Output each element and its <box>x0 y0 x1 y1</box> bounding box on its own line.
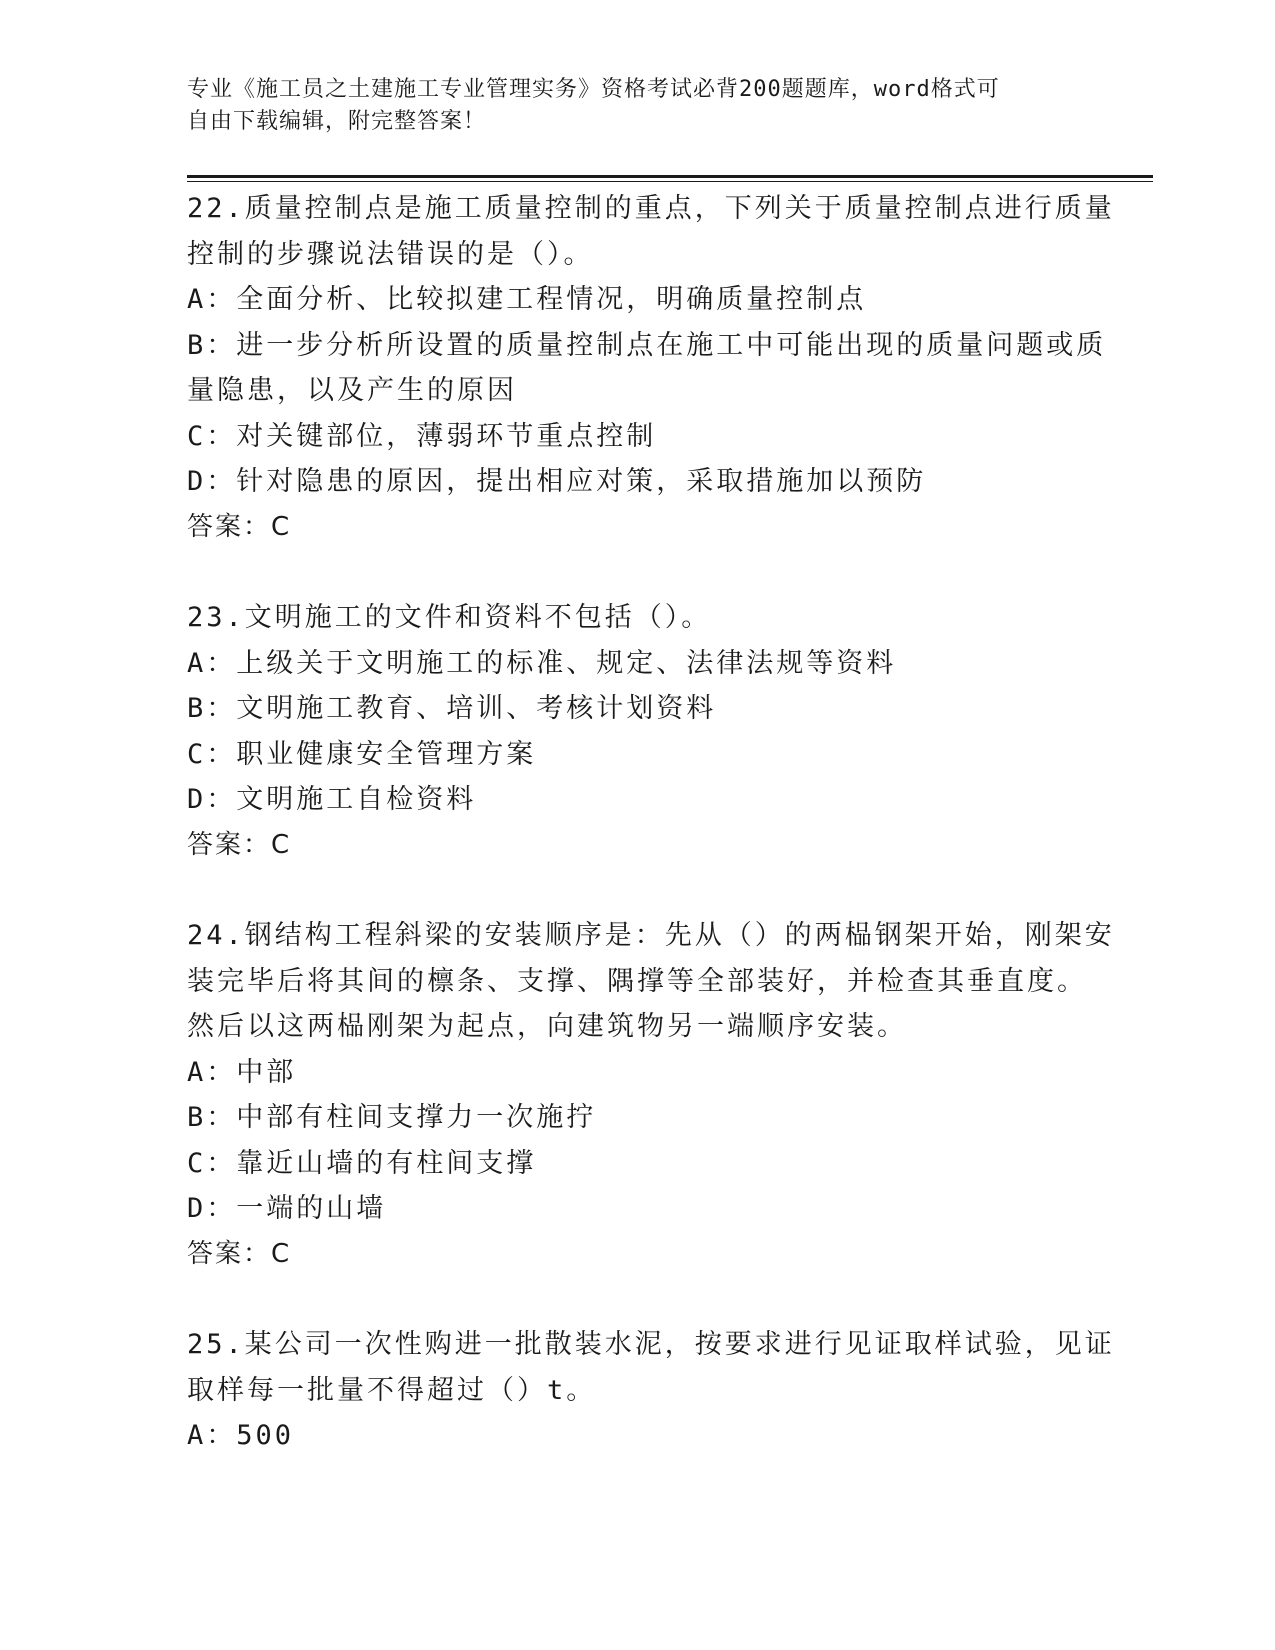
question-text-line: 装完毕后将其间的檩条、支撑、隅撑等全部装好，并检查其垂直度。 <box>187 965 1087 997</box>
option-a: A：500 <box>187 1420 295 1451</box>
question-23 <box>187 595 1087 868</box>
header-line-2: 自由下载编辑，附完整答案！ <box>187 109 487 134</box>
answer-label: 答案：C <box>187 1238 292 1269</box>
option-c: C：对关键部位，薄弱环节重点控制 <box>187 420 657 452</box>
option-b: B：进一步分析所设置的质量控制点在施工中可能出现的质量问题或质 <box>187 329 1107 361</box>
option-b: B：文明施工教育、培训、考核计划资料 <box>187 693 717 724</box>
question-list <box>187 186 1115 1459</box>
option-d: D：一端的山墙 <box>187 1193 387 1224</box>
question-22 <box>187 186 1115 550</box>
question-text-line: 22.质量控制点是施工质量控制的重点，下列关于质量控制点进行质量 <box>187 193 1115 224</box>
question-text-line: 然后以这两榀刚架为起点，向建筑物另一端顺序安装。 <box>187 1011 907 1042</box>
question-spacer <box>187 868 1087 913</box>
question-text-line: 24.钢结构工程斜梁的安装顺序是：先从（）的两榀钢架开始，刚架安 <box>187 920 1115 951</box>
question-24 <box>187 913 1115 1277</box>
question-text-line: 25.某公司一次性购进一批散装水泥，按要求进行见证取样试验，见证 <box>187 1329 1115 1360</box>
question-text-line: 取样每一批量不得超过（）t。 <box>187 1374 597 1406</box>
option-b: B：中部有柱间支撑力一次施拧 <box>187 1102 597 1133</box>
option-b-continued: 量隐患，以及产生的原因 <box>187 375 517 406</box>
option-c: C：职业健康安全管理方案 <box>187 738 537 770</box>
option-d: D：针对隐患的原因，提出相应对策，采取措施加以预防 <box>187 466 927 497</box>
option-c: C：靠近山墙的有柱间支撑 <box>187 1147 537 1179</box>
option-a: A：上级关于文明施工的标准、规定、法律法规等资料 <box>187 647 897 679</box>
header-line-1: 专业《施工员之土建施工专业管理实务》资格考试必背200题题库，word格式可 <box>187 77 1000 102</box>
question-text-line: 23.文明施工的文件和资料不包括（）。 <box>187 602 712 633</box>
option-d: D：文明施工自检资料 <box>187 784 477 815</box>
question-spacer <box>187 550 1087 595</box>
option-a: A：全面分析、比较拟建工程情况，明确质量控制点 <box>187 284 867 315</box>
header-divider-thick <box>187 175 1153 178</box>
document-header <box>187 74 1067 138</box>
header-divider-thin <box>187 181 1153 182</box>
answer-label: 答案：C <box>187 511 292 542</box>
question-25 <box>187 1322 1115 1459</box>
answer-label: 答案：C <box>187 829 292 860</box>
question-text-line: 控制的步骤说法错误的是（）。 <box>187 238 594 270</box>
option-a: A：中部 <box>187 1056 297 1088</box>
question-spacer <box>187 1277 1087 1322</box>
